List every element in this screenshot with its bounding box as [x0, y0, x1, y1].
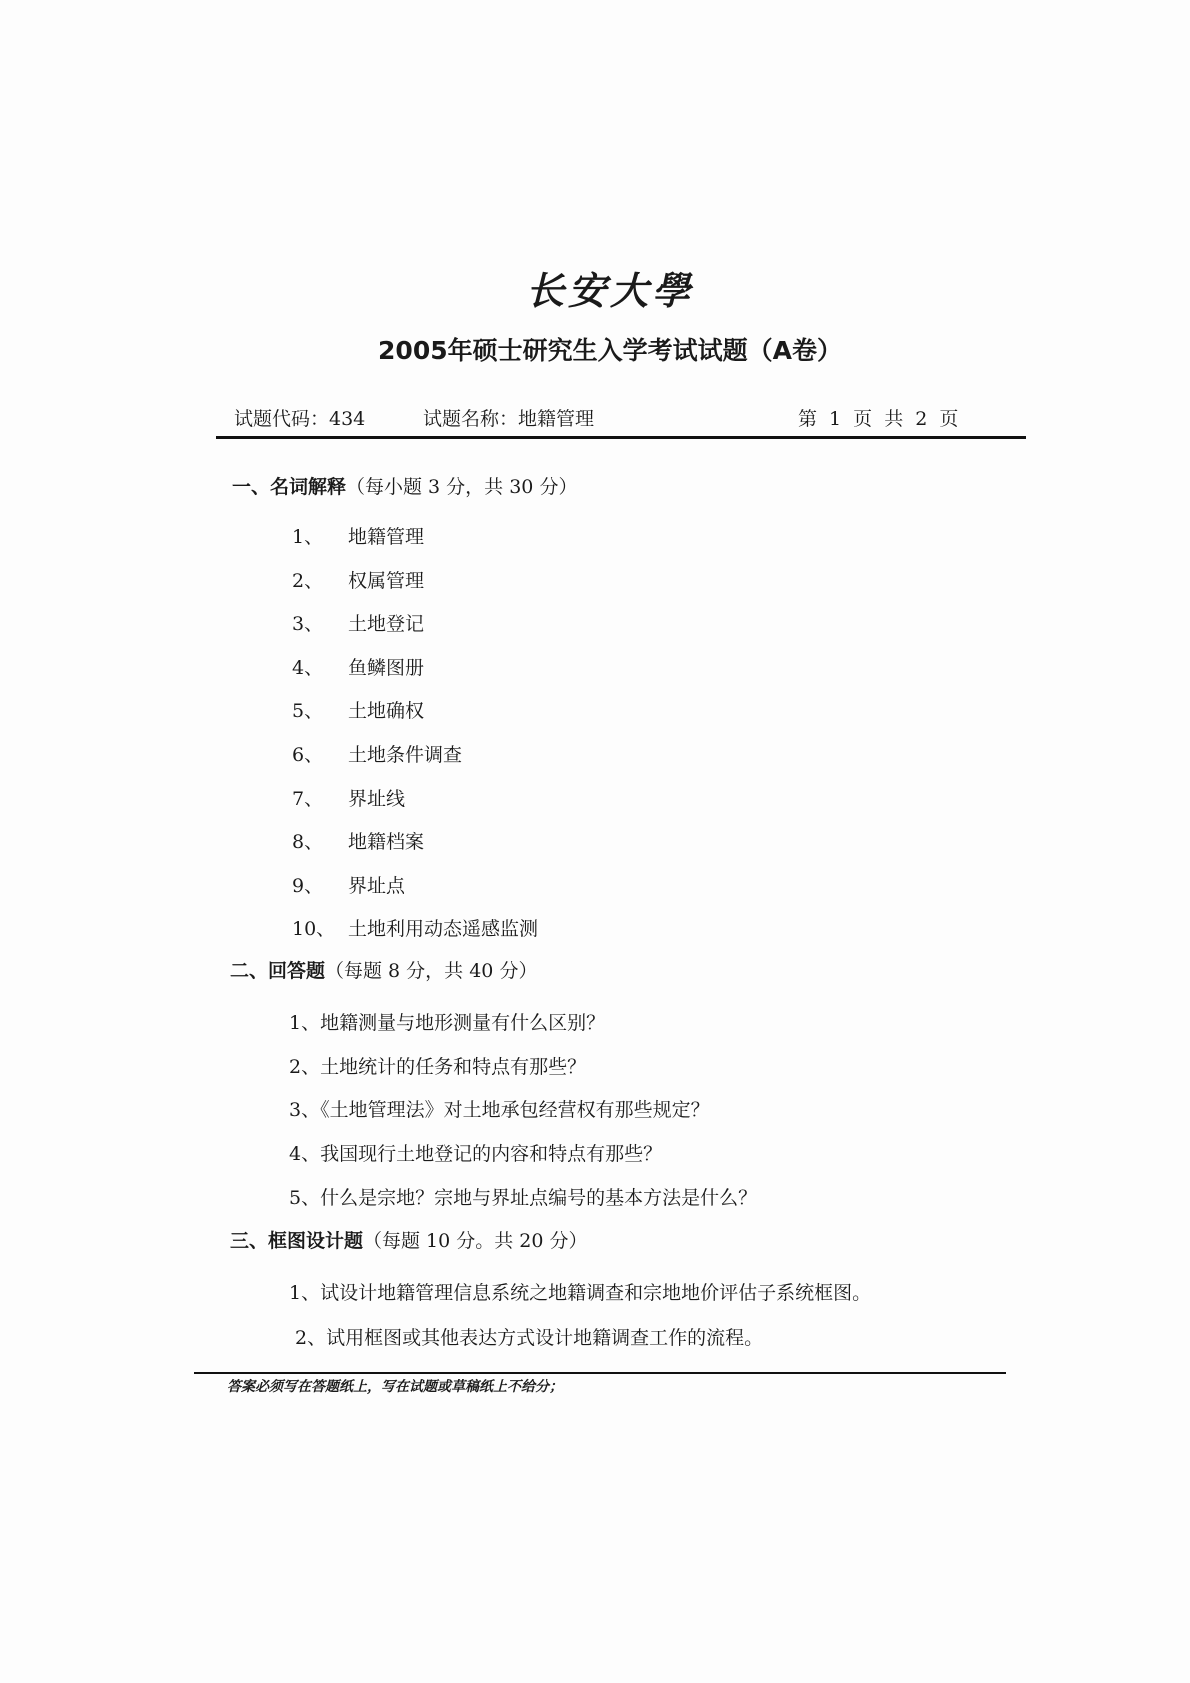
section-2-heading — [230, 962, 537, 981]
exam-title: 2005年硕士研究生入学考试试题（A卷） — [378, 336, 842, 365]
header-divider — [216, 436, 1026, 439]
design-question-item: 2、试用框图或其他表达方式设计地籍调查工作的流程。 — [295, 1327, 764, 1349]
exam-subject: 试题名称：地籍管理 — [423, 408, 595, 430]
term-number: 2、 — [292, 569, 324, 592]
term-number: 6、 — [292, 744, 324, 766]
term-item: 土地确权 — [348, 700, 425, 723]
exam-code: 试题代码：434 — [234, 408, 366, 430]
section-3-score: （每题 10 分。共 20 分） — [363, 1230, 588, 1252]
question-item: 3、《土地管理法》对土地承包经营权有那些规定？ — [289, 1099, 710, 1122]
term-item: 权属管理 — [348, 569, 425, 592]
term-number: 4、 — [292, 656, 324, 679]
term-number: 8、 — [292, 831, 324, 854]
term-number: 9、 — [292, 874, 324, 897]
term-number: 5、 — [292, 700, 324, 723]
page-indicator: 第 1 页 共 2 页 — [798, 408, 962, 430]
question-item: 1、地籍测量与地形测量有什么区别？ — [289, 1012, 606, 1034]
term-number: 7、 — [292, 787, 324, 810]
term-item: 地籍管理 — [348, 526, 425, 548]
term-item: 土地登记 — [348, 613, 425, 636]
section-3-heading — [230, 1232, 588, 1251]
footer-divider — [194, 1372, 1006, 1374]
term-item: 界址线 — [348, 787, 406, 810]
question-item: 5、什么是宗地？宗地与界址点编号的基本方法是什么？ — [289, 1186, 758, 1209]
term-number: 10、 — [292, 918, 336, 941]
term-number: 3、 — [292, 613, 324, 636]
term-item: 地籍档案 — [348, 831, 425, 854]
term-item: 鱼鳞图册 — [348, 656, 425, 679]
section-2-score: （每题 8 分，共 40 分） — [325, 960, 538, 982]
design-question-item: 1、试设计地籍管理信息系统之地籍调查和宗地地价评估子系统框图。 — [289, 1282, 872, 1304]
section-1-title: 一、名词解释 — [232, 476, 347, 498]
question-item: 4、我国现行土地登记的内容和特点有那些？ — [289, 1143, 663, 1166]
footer-note: 答案必须写在答题纸上，写在试题或草稿纸上不给分； — [227, 1379, 563, 1395]
term-item: 界址点 — [348, 874, 406, 897]
section-3-title: 三、框图设计题 — [230, 1230, 364, 1252]
section-1-heading — [232, 478, 577, 497]
term-item: 土地条件调查 — [348, 744, 463, 766]
term-item: 土地利用动态遥感监测 — [348, 918, 539, 941]
university-logo: 长安大學 — [525, 268, 694, 313]
question-item: 2、土地统计的任务和特点有那些？ — [289, 1055, 587, 1078]
term-number: 1、 — [292, 526, 324, 548]
section-1-score: （每小题 3 分，共 30 分） — [346, 476, 578, 498]
section-2-title: 二、回答题 — [230, 960, 326, 982]
